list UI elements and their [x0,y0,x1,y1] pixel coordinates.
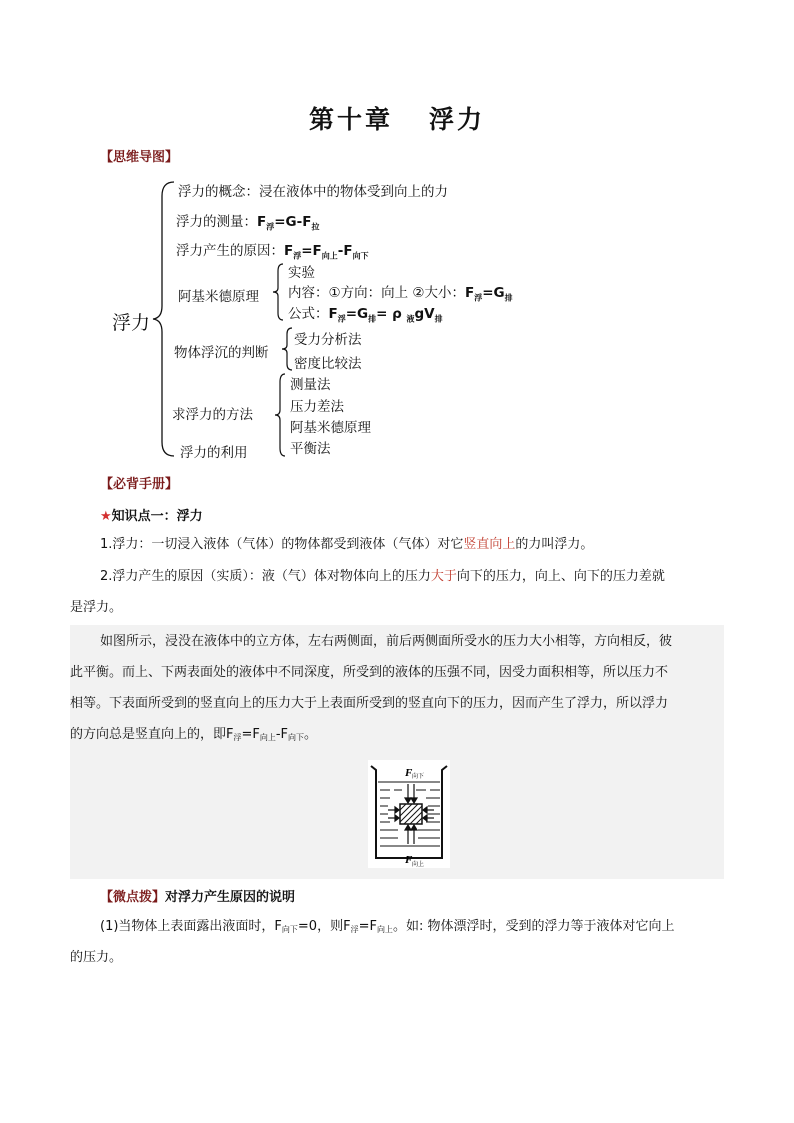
mindmap-root: 浮力 [112,312,151,334]
title-chapter: 第十章 [308,105,393,134]
mindmap-node-cause: 浮力产生的原因：$F_浮=F_{向上}-F_{向下}$ [176,243,369,261]
explanation-line-1: 如图所示，浸没在液体中的立方体，左右两侧面，前后两侧面所受水的压力大小相等，方向相反，彼 [100,634,673,649]
sink-float-brace [280,326,294,372]
beaker-figure [368,760,450,868]
mindmap-node-sink-float: 物体浮沉的判断 [174,345,269,361]
mindmap-node-measure: 浮力的测量：$F_浮=G-F_拉$ [176,214,320,232]
page-title [0,100,794,136]
mindmap-node-pressure-diff: 压力差法 [290,399,344,415]
title-topic: 浮力 [429,105,486,134]
mindmap-node-concept: 浮力的概念：浸在液体中的物体受到向上的力 [178,184,448,200]
explanation-line-4: 的方向总是竖直向上的，即F浮=F向上-F向下。 [70,727,318,742]
methods-brace [272,372,288,458]
mindmap-node-application: 浮力的利用 [180,445,248,461]
archimedes-brace [270,262,286,322]
section-handbook-heading: 【必背手册】 [100,477,179,492]
mindmap-node-balance: 平衡法 [290,441,331,457]
figure-label-up-f: F [405,854,413,866]
mindmap-node-methods: 求浮力的方法 [172,407,253,423]
paragraph-2: 2.浮力产生的原因（实质）：液（气）体对物体向上的压力大于向下的压力，向上、向下的压力差就 [100,569,665,584]
explanation-line-2: 此平衡。而上、下两表面处的液体中不同深度，所受到的液体的压强不同，因受力面积相等，所以压力不 [70,665,669,680]
paragraph-3-cont: 的压力。 [70,950,123,965]
star-icon: ★ [100,509,112,524]
mindmap-node-experiment: 实验 [288,265,315,281]
mindmap-node-formula: 公式：$F_浮=G_排= \rho$ $_液gV_排$ [288,306,443,324]
mindmap-node-force-analysis: 受力分析法 [294,332,362,348]
tip-heading: 【微点拨】对浮力产生原因的说明 [100,890,296,905]
mindmap-node-archimedes-method: 阿基米德原理 [290,420,371,436]
paragraph-3: (1)当物体上表面露出液面时，F向下=0，则F浮=F向上。如: 物体漂浮时，受到的浮力等于液体对它向上 [100,919,675,934]
explanation-line-3: 相等。下表面所受到的竖直向上的压力大于上表面所受到的竖直向下的压力，因而产生了浮力，所以浮力 [70,696,669,711]
mindmap-node-density-compare: 密度比较法 [294,356,362,372]
section-mindmap-heading: 【思维导图】 [100,150,179,165]
knowledge-point-1: ★知识点一：浮力 [100,509,203,524]
figure-label-down-sub: 向下 [412,773,425,780]
figure-label-down-f: F [405,767,413,779]
paragraph-2-cont: 是浮力。 [70,600,123,615]
mindmap-node-measure-method: 测量法 [290,377,331,393]
paragraph-1: 1.浮力：一切浸入液体（气体）的物体都受到液体（气体）对它竖直向上的力叫浮力。 [100,537,594,552]
mindmap-node-content: 内容：①方向：向上 ②大小：$F_浮=G_排$ [288,285,513,303]
figure-label-up-sub: 向上 [412,861,425,868]
mindmap-node-archimedes: 阿基米德原理 [178,289,259,305]
